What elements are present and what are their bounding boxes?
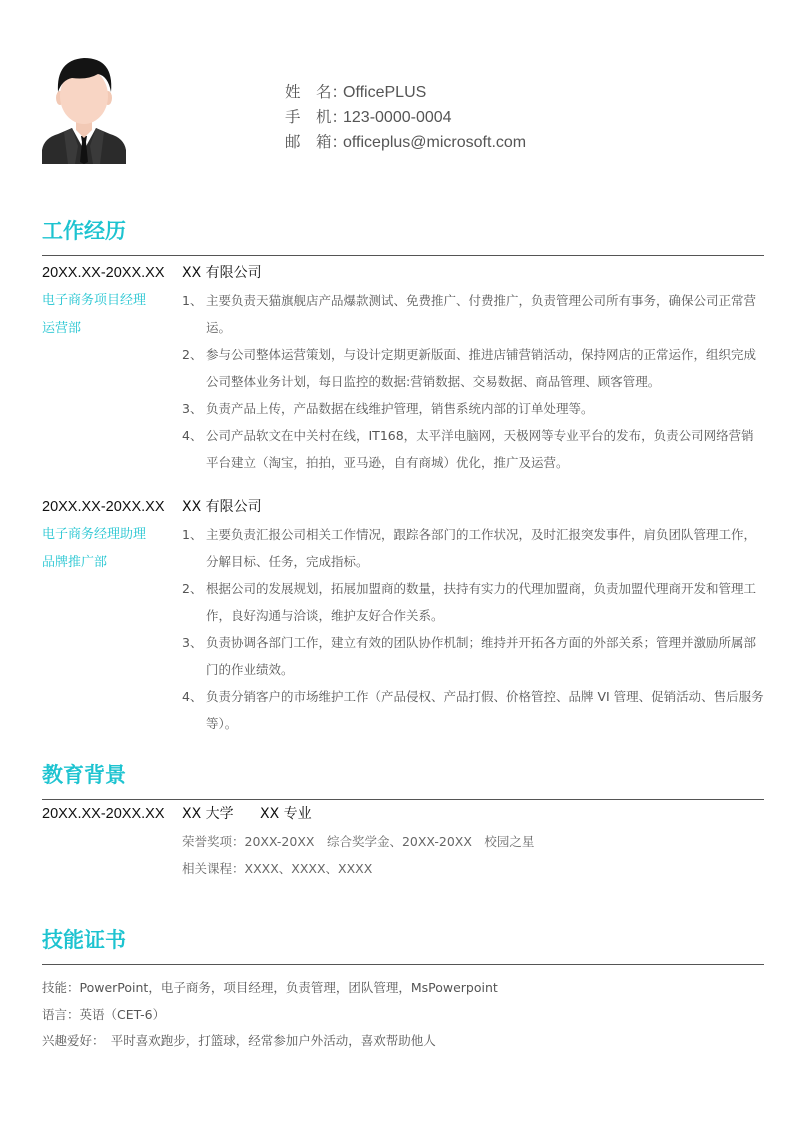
duty-item [182, 629, 764, 683]
duty-number: 2、 [182, 347, 203, 362]
language-line: 语言：英语（CET-6） [42, 1006, 166, 1022]
duty-item [182, 422, 764, 476]
name-value: OfficePLUS [343, 84, 427, 101]
duty-item [182, 575, 764, 629]
duty-number: 2、 [182, 581, 203, 596]
name-row [285, 80, 526, 105]
duty-number: 1、 [182, 293, 203, 308]
work-entry [42, 493, 764, 737]
duty-text: 根据公司的发展规划，拓展加盟商的数量，扶持有实力的代理加盟商，负责加盟代理商开发和管理工作，良好沟通与洽谈，维护友好合作关系。 [206, 581, 757, 623]
education-section-title: 教育背景 [42, 763, 126, 787]
duty-text: 主要负责汇报公司相关工作情况，跟踪各部门的工作状况，及时汇报突发事件，肩负团队管理工作，分解目标、任务，完成指标。 [206, 527, 757, 569]
skills-section [42, 925, 764, 1055]
name-label: 姓 名： [285, 83, 348, 101]
education-school: XX 大学 [182, 806, 234, 822]
duty-item [182, 341, 764, 395]
entry-header [42, 259, 764, 287]
duty-text: 负责协调各部门工作，建立有效的团队协作机制；维持并开拓各方面的外部关系；管理并激励所属部门的作业绩效。 [206, 635, 757, 677]
duty-number: 4、 [182, 689, 203, 704]
email-value: officeplus@microsoft.com [343, 134, 527, 151]
duty-text: 主要负责天猫旗舰店产品爆款测试、免费推广、付费推广，负责管理公司所有事务，确保公司正常营运。 [206, 293, 757, 335]
duty-number: 1、 [182, 527, 203, 542]
entry-company: XX 有限公司 [182, 265, 262, 281]
work-section [42, 216, 764, 737]
duty-list [182, 287, 764, 476]
education-date: 20XX.XX-20XX.XX [42, 806, 165, 822]
education-section [42, 760, 764, 882]
duty-text: 公司产品软文在中关村在线，IT168，太平洋电脑网，天极网等专业平台的发布，负责公司网络营销平台建立（淘宝，拍拍，亚马逊，自有商城）优化，推广及运营。 [206, 428, 754, 470]
entry-role [42, 287, 182, 343]
skills-line: 技能：PowerPoint，电子商务，项目经理，负责管理，团队管理，MsPowerpoint [42, 980, 498, 995]
entry-position: 电子商务经理助理 [42, 527, 147, 542]
entry-role [42, 521, 182, 577]
duty-number: 4、 [182, 428, 203, 443]
hobbies-line: 兴趣爱好： 平时喜欢跑步，打篮球，经常参加户外活动，喜欢帮助他人 [42, 1033, 436, 1048]
email-row [285, 130, 526, 155]
entry-position: 电子商务项目经理 [42, 293, 147, 308]
work-entry [42, 259, 764, 476]
duty-item [182, 683, 764, 737]
duty-item [182, 395, 764, 422]
entry-header [42, 493, 764, 521]
entry-date: 20XX.XX-20XX.XX [42, 265, 165, 281]
duty-item [182, 521, 764, 575]
work-divider [42, 255, 764, 256]
education-header [42, 800, 764, 828]
duty-number: 3、 [182, 401, 203, 416]
work-section-title: 工作经历 [42, 219, 126, 243]
duty-text: 参与公司整体运营策划，与设计定期更新版面、推进店铺营销活动，保持网店的正常运作，组织完成公司整体业务计划，每日监控的数据:营销数据、交易数据、商品管理、顾客管理。 [206, 347, 757, 389]
skills-divider [42, 964, 764, 965]
avatar-icon [42, 50, 126, 164]
duty-text: 负责分销客户的市场维护工作（产品侵权、产品打假、价格管控、品牌 VI 管理、促销活动、售后服务等）。 [206, 689, 764, 731]
duty-text: 负责产品上传，产品数据在线维护管理，销售系统内部的订单处理等。 [206, 401, 594, 416]
education-major: XX 专业 [260, 806, 312, 822]
duty-list [182, 521, 764, 737]
entry-department: 运营部 [42, 321, 82, 336]
education-honors: 荣誉奖项：20XX-20XX 综合奖学金、20XX-20XX 校园之星 [182, 834, 535, 849]
duty-item [182, 287, 764, 341]
skills-section-title: 技能证书 [42, 928, 126, 952]
entry-date: 20XX.XX-20XX.XX [42, 499, 165, 515]
phone-value: 123-0000-0004 [343, 109, 452, 126]
entry-department: 品牌推广部 [42, 555, 108, 570]
email-label: 邮 箱： [285, 133, 348, 151]
phone-label: 手 机： [285, 108, 348, 126]
entry-company: XX 有限公司 [182, 499, 262, 515]
duty-number: 3、 [182, 635, 203, 650]
education-courses: 相关课程：XXXX、XXXX、XXXX [182, 861, 373, 876]
contact-info [285, 80, 526, 155]
phone-row [285, 105, 526, 130]
